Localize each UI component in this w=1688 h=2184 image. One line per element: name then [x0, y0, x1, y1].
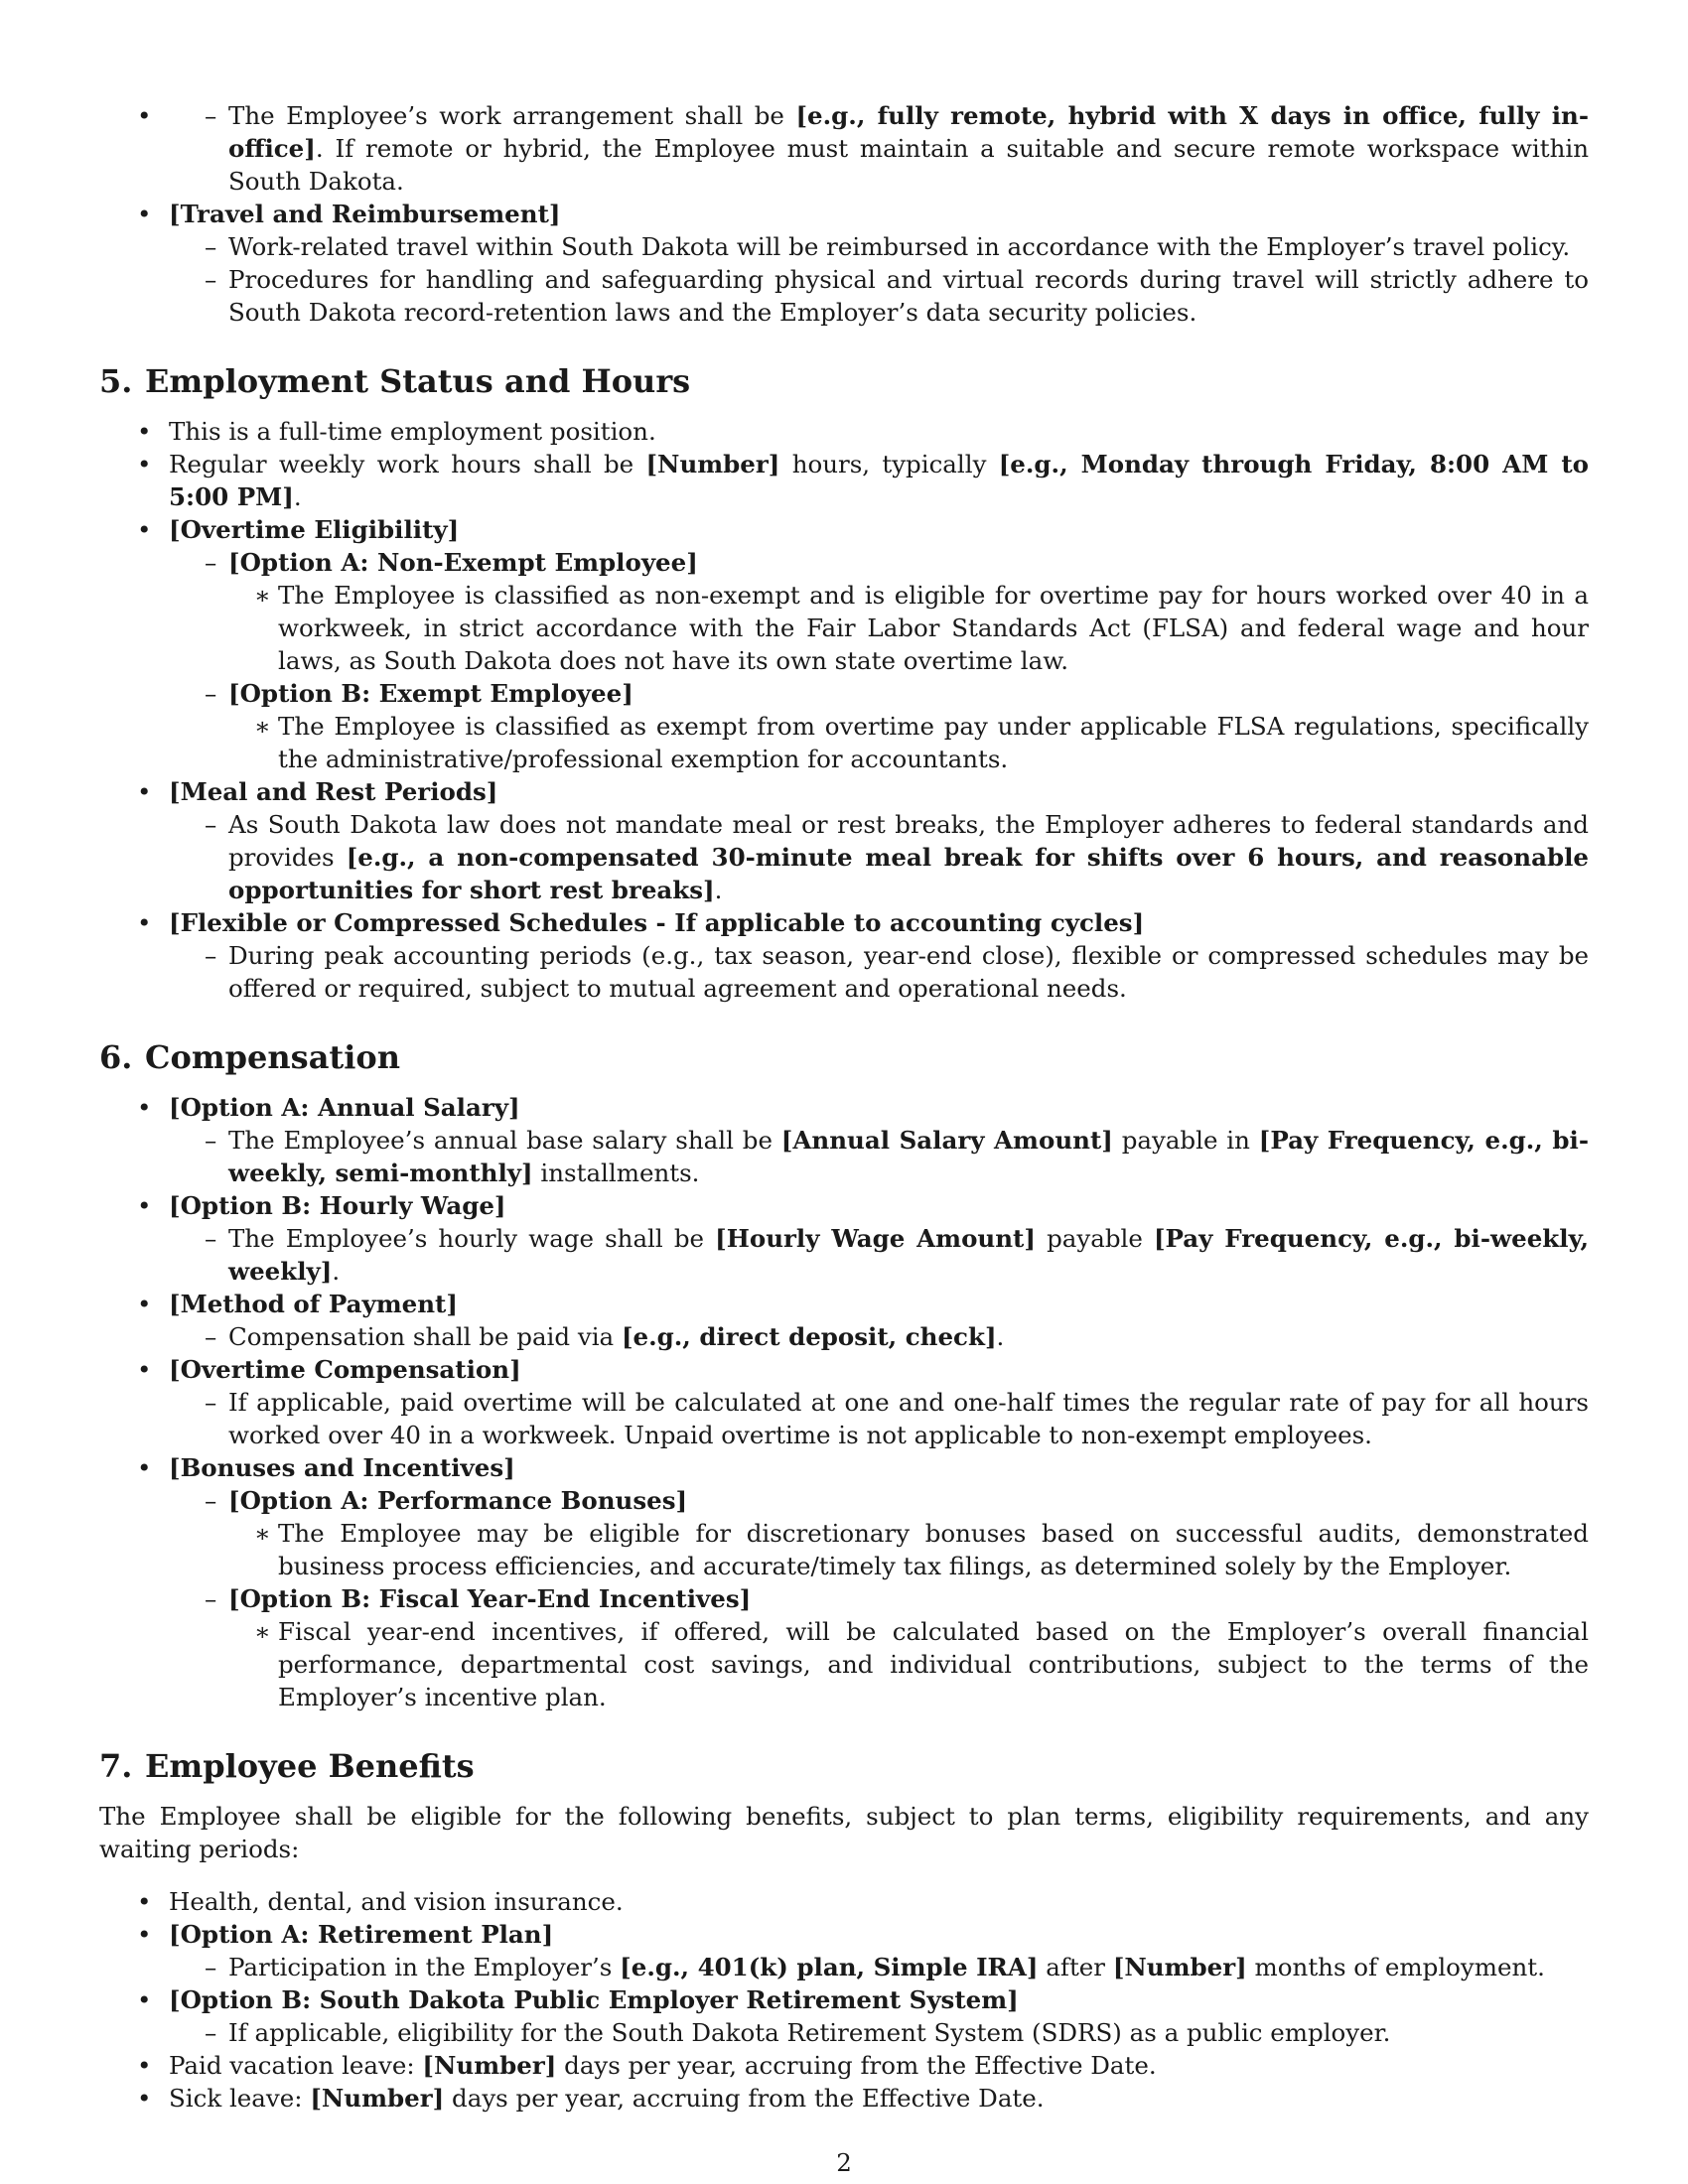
sdrs-heading: [Option B: South Dakota Public Employer Retirement System]	[169, 1985, 1019, 2014]
travel-item	[99, 198, 1589, 329]
section-6-heading: 6. Compensation	[99, 1038, 400, 1076]
page-number: 2	[836, 2148, 852, 2177]
non-exempt-heading: [Option A: Non-Exempt Employee]	[228, 548, 698, 577]
benefits-intro: The Employee shall be eligible for the following benefits, subject to plan terms, eligibility requirements, and any waiting periods:	[99, 1802, 1589, 1863]
exempt-option	[169, 677, 1589, 775]
overtime-eligibility-heading: [Overtime Eligibility]	[169, 515, 460, 544]
non-exempt-text: ∗ The Employee is classified as non-exempt and is eligible for overtime pay for hours worked over 40 in a workweek, in strict accordance with the Fair Labor Standards Act (FLSA) and federal wage and hour laws, as South Dakota does not have its own state overtime law.	[228, 579, 1589, 677]
salary-frequency-placeholder: [Pay Frequency, e.g., bi-weekly, semi-monthly]	[228, 1126, 1589, 1187]
travel-reimbursement-text: – Work-related travel within South Dakota will be reimbursed in accordance with the Employer’s travel policy.	[169, 230, 1589, 263]
sick-leave-item: • Sick leave: [Number] days per year, accruing from the Effective Date.	[99, 2082, 1589, 2115]
vacation-days-placeholder: [Number]	[422, 2051, 557, 2080]
annual-salary-item	[99, 1091, 1589, 1189]
hourly-wage-item	[99, 1189, 1589, 1288]
bonuses-item	[99, 1451, 1589, 1713]
year-end-incentive-option	[169, 1582, 1589, 1713]
hours-number-placeholder: [Number]	[645, 450, 780, 478]
retirement-plan-item	[99, 1918, 1589, 1983]
overtime-eligibility-item	[99, 513, 1589, 775]
meal-rest-item	[99, 775, 1589, 906]
flexible-schedule-text: – During peak accounting periods (e.g., tax season, year-end close), flexible or compressed schedules may be offered or required, subject to mutual agreement and operational needs.	[169, 939, 1589, 1005]
overtime-compensation-text: – If applicable, paid overtime will be calculated at one and one-half times the regular rate of pay for all hours worked over 40 in a workweek. Unpaid overtime is not applicable to non-exempt employees.	[169, 1386, 1589, 1451]
payment-method-placeholder: [e.g., direct deposit, check]	[621, 1322, 997, 1351]
overtime-compensation-item	[99, 1353, 1589, 1451]
hourly-wage-heading: [Option B: Hourly Wage]	[169, 1191, 506, 1220]
document-page	[99, 99, 1589, 2115]
section-6-list	[99, 1091, 1589, 1713]
sdrs-item	[99, 1983, 1589, 2049]
non-exempt-option	[169, 546, 1589, 677]
section-5-heading: 5. Employment Status and Hours	[99, 362, 691, 400]
meal-rest-placeholder: [e.g., a non-compensated 30-minute meal break for shifts over 6 hours, and reasonable opportunities for short rest breaks]	[228, 843, 1589, 904]
year-end-incentive-heading: [Option B: Fiscal Year-End Incentives]	[228, 1584, 752, 1613]
retirement-plan-text: – Participation in the Employer’s [e.g., 401(k) plan, Simple IRA] after [Number] months of employment.	[169, 1951, 1589, 1983]
wage-frequency-placeholder: [Pay Frequency, e.g., bi-weekly, weekly]	[228, 1224, 1589, 1286]
wage-amount-placeholder: [Hourly Wage Amount]	[715, 1224, 1036, 1253]
hourly-wage-text: – The Employee’s hourly wage shall be [Hourly Wage Amount] payable [Pay Frequency, e.g., bi-weekly, weekly].	[169, 1222, 1589, 1288]
retirement-plan-placeholder: [e.g., 401(k) plan, Simple IRA]	[620, 1953, 1039, 1981]
flexible-schedule-heading: [Flexible or Compressed Schedules - If applicable to accounting cycles]	[169, 908, 1145, 937]
work-arrangement-placeholder: [e.g., fully remote, hybrid with X days in office, fully in-office]	[228, 101, 1589, 163]
sick-days-placeholder: [Number]	[310, 2084, 445, 2113]
hours-item: • Regular weekly work hours shall be [Number] hours, typically [e.g., Monday through Friday, 8:00 AM to 5:00 PM].	[99, 448, 1589, 513]
section-7-heading: 7. Employee Benefits	[99, 1747, 475, 1785]
retirement-months-placeholder: [Number]	[1112, 1953, 1247, 1981]
section-7-list	[99, 1885, 1589, 2115]
performance-bonus-option	[169, 1484, 1589, 1582]
payment-method-heading: [Method of Payment]	[169, 1290, 458, 1318]
annual-salary-text: – The Employee’s annual base salary shall be [Annual Salary Amount] payable in [Pay Frequency, e.g., bi-weekly, semi-monthly] installments.	[169, 1124, 1589, 1189]
flexible-schedule-item	[99, 906, 1589, 1005]
health-insurance-item: • Health, dental, and vision insurance.	[99, 1885, 1589, 1918]
meal-rest-heading: [Meal and Rest Periods]	[169, 777, 498, 806]
fulltime-item: • This is a full-time employment position.	[99, 415, 1589, 448]
performance-bonus-heading: [Option A: Performance Bonuses]	[228, 1486, 688, 1515]
work-location-item	[99, 99, 1589, 198]
overtime-compensation-heading: [Overtime Compensation]	[169, 1355, 521, 1384]
exempt-text: ∗ The Employee is classified as exempt from overtime pay under applicable FLSA regulations, specifically the administrative/professional exemption for accountants.	[228, 710, 1589, 775]
hours-schedule-placeholder: [e.g., Monday through Friday, 8:00 AM to 5:00 PM]	[169, 450, 1589, 511]
payment-method-item	[99, 1288, 1589, 1353]
section-4-continuation	[99, 99, 1589, 329]
vacation-leave-item: • Paid vacation leave: [Number] days per year, accruing from the Effective Date.	[99, 2049, 1589, 2082]
sdrs-text: – If applicable, eligibility for the South Dakota Retirement System (SDRS) as a public employer.	[169, 2016, 1589, 2049]
year-end-incentive-text: ∗ Fiscal year-end incentives, if offered, will be calculated based on the Employer’s overall financial performance, departmental cost savings, and individual contributions, subject to the terms of the Employer’s incentive plan.	[228, 1615, 1589, 1713]
travel-records-text: – Procedures for handling and safeguarding physical and virtual records during travel will strictly adhere to South Dakota record-retention laws and the Employer’s data security policies.	[169, 263, 1589, 329]
work-arrangement-item: – • The Employee’s work arrangement shall be [e.g., fully remote, hybrid with X days in office, fully in-office]. If remote or hybrid, the Employee must maintain a suitable and secure remote workspace within South Dakota.	[169, 99, 1589, 198]
bonuses-heading: [Bonuses and Incentives]	[169, 1453, 515, 1482]
annual-salary-heading: [Option A: Annual Salary]	[169, 1093, 520, 1122]
performance-bonus-text: ∗ The Employee may be eligible for discretionary bonuses based on successful audits, demonstrated business process efficiencies, and accurate/timely tax filings, as determined solely by the Employer.	[228, 1517, 1589, 1582]
payment-method-text: – Compensation shall be paid via [e.g., direct deposit, check].	[169, 1320, 1589, 1353]
meal-rest-text: – As South Dakota law does not mandate meal or rest breaks, the Employer adheres to federal standards and provides [e.g., a non-compensated 30-minute meal break for shifts over 6 hours, and reasonable opportunities for short rest breaks].	[169, 808, 1589, 906]
exempt-heading: [Option B: Exempt Employee]	[228, 679, 633, 708]
salary-amount-placeholder: [Annual Salary Amount]	[780, 1126, 1113, 1155]
retirement-plan-heading: [Option A: Retirement Plan]	[169, 1920, 554, 1949]
travel-heading: [Travel and Reimbursement]	[169, 200, 561, 228]
section-5-list	[99, 415, 1589, 1005]
